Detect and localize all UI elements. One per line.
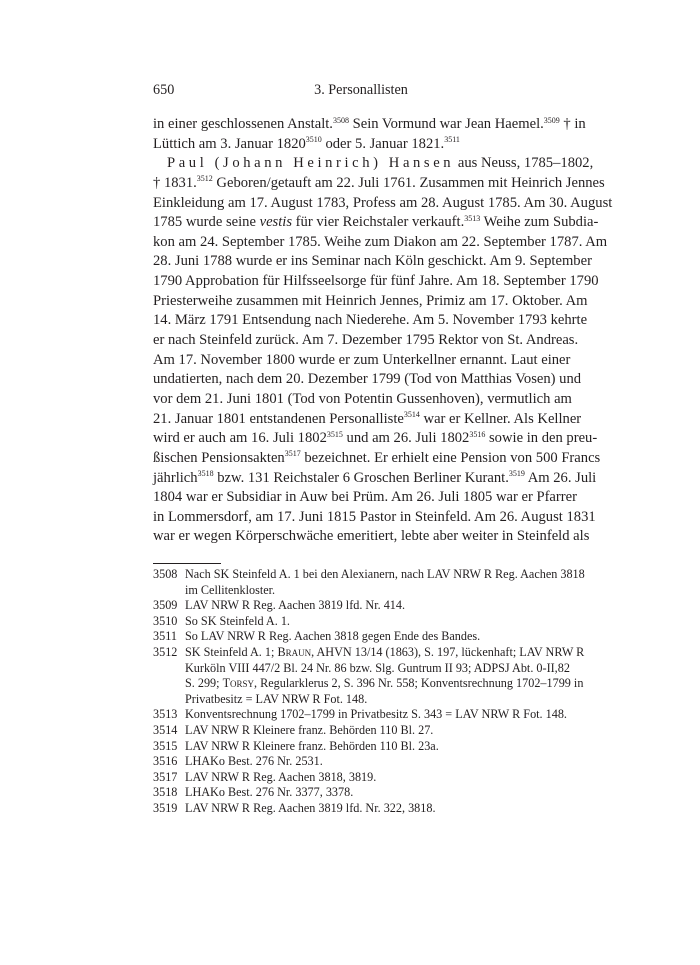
body-line — [153, 429, 598, 449]
footnote — [153, 644, 585, 707]
footnote-line: LHAKo Best. 276 Nr. 2531. — [185, 754, 323, 769]
footnote — [153, 629, 548, 645]
footnote-number: 3516 — [153, 754, 178, 769]
text-run: , AHVN 13/14 (1863), S. 197, lückenhaft; LAV NRW R — [311, 644, 585, 659]
footnote-line — [185, 676, 584, 692]
text-run: aus Neuss, 1785–1802, — [454, 155, 594, 172]
text-run: Lüttich am 3. Januar 1820 — [153, 135, 306, 152]
text-run: bezeichnet. Er erhielt eine Pension von 500 Francs — [300, 449, 601, 466]
footnote-line — [185, 644, 585, 661]
text-run: Geboren/getauft am 22. Juli 1761. Zusammen mit Heinrich Jennes — [212, 174, 605, 191]
footnote — [153, 567, 585, 598]
text-run: jährlich — [153, 469, 198, 486]
body-line: er nach Steinfeld zurück. Am 7. Dezember 1795 Rektor von St. Andreas. — [153, 332, 579, 349]
footnote-number: 3518 — [153, 785, 178, 800]
footnote-number: 3512 — [153, 644, 178, 659]
running-head: 3. Personallisten — [314, 82, 408, 98]
body-text — [153, 115, 613, 547]
footnote-ref[interactable]: 3511 — [444, 135, 460, 145]
footnote-line: LAV NRW R Kleinere franz. Behörden 110 Bl. 23a. — [185, 738, 439, 753]
footnote — [153, 785, 548, 801]
body-line — [153, 213, 599, 233]
footnote — [153, 598, 548, 614]
footnote-ref[interactable]: 3517 — [284, 449, 301, 459]
footnote — [153, 801, 548, 817]
body-line — [153, 135, 548, 155]
body-line — [153, 154, 594, 174]
footnote — [153, 754, 548, 770]
body-line: Priesterweihe zusammen mit Heinrich Jennes, Primiz am 17. Oktober. Am — [153, 292, 588, 309]
footnote-ref[interactable]: 3513 — [464, 213, 481, 223]
body-line: in Lommersdorf, am 17. Juni 1815 Pastor in Steinfeld. Am 26. August 1831 — [153, 508, 596, 525]
footnote — [153, 739, 548, 755]
body-line: undatierten, nach dem 20. Dezember 1799 (Tod von Matthias Vosen) und — [153, 371, 582, 388]
footnote-ref[interactable]: 3510 — [305, 135, 322, 145]
footnote-separator — [153, 563, 221, 564]
text-run: war er Kellner. Als Kellner — [419, 410, 582, 427]
body-line — [153, 469, 597, 489]
body-line: 28. Juni 1788 wurde er ins Seminar nach Köln geschickt. Am 9. September — [153, 253, 592, 270]
footnote — [153, 723, 548, 739]
text-run: S. 299; — [185, 676, 223, 691]
body-line: 14. März 1791 Entsendung nach Niederehe. Am 5. November 1793 kehrte — [153, 312, 588, 329]
footnote-line: Nach SK Steinfeld A. 1 bei den Alexianern, nach LAV NRW R Reg. Aachen 3818 — [185, 567, 585, 581]
body-line — [153, 410, 582, 430]
footnote-line: Kurköln VIII 447/2 Bl. 24 Nr. 86 bzw. Slg. Guntrum II 93; ADPSJ Abt. 0-II,82 — [185, 660, 570, 675]
footnote-ref[interactable]: 3515 — [326, 429, 343, 439]
body-line: 1790 Approbation für Hilfsseelsorge für fünf Jahre. Am 18. September 1790 — [153, 273, 599, 290]
footnote-ref[interactable]: 3519 — [508, 469, 525, 479]
body-line: Am 17. November 1800 wurde er zum Unterkellner ernannt. Laut einer — [153, 351, 571, 368]
text-run: 1785 wurde seine — [153, 214, 260, 231]
footnote-line: So LAV NRW R Reg. Aachen 3818 gegen Ende des Bandes. — [185, 629, 481, 644]
text-run: 21. Januar 1801 entstandenen Personalliste — [153, 410, 404, 427]
footnote — [153, 770, 548, 786]
body-line — [153, 449, 601, 469]
footnote-ref[interactable]: 3509 — [543, 115, 560, 125]
body-line — [153, 174, 605, 194]
footnote-number: 3517 — [153, 769, 178, 784]
page-number: 650 — [153, 82, 175, 98]
text-run: wird er auch am 16. Juli 1802 — [153, 430, 327, 447]
footnote-ref[interactable]: 3514 — [403, 410, 420, 420]
footnote-ref[interactable]: 3518 — [197, 469, 214, 479]
text-run: † 1831. — [153, 174, 197, 191]
body-line: war er wegen Körperschwäche emeritiert, lebte aber weiter in Steinfeld als — [153, 528, 590, 545]
text-run: und am 26. Juli 1802 — [342, 430, 470, 447]
footnote-line: So SK Steinfeld A. 1. — [185, 613, 290, 628]
footnote — [153, 614, 548, 630]
footnote-line: LAV NRW R Reg. Aachen 3819 lfd. Nr. 414. — [185, 598, 406, 613]
footnote-ref[interactable]: 3508 — [332, 115, 349, 125]
text-run: , Regularklerus 2, S. 396 Nr. 558; Konventsrechnung 1702–1799 in — [254, 676, 584, 691]
footnote-number: 3515 — [153, 738, 178, 753]
body-line: 1804 war er Subsidiar in Auw bei Prüm. Am 26. Juli 1805 war er Pfarrer — [153, 489, 577, 506]
text-run: SK Steinfeld A. 1; — [185, 644, 278, 659]
text-run: ßischen Pensionsakten — [153, 449, 285, 466]
text-run: † in — [559, 116, 586, 132]
footnote-line: Privatbesitz = LAV NRW R Fot. 148. — [185, 691, 368, 706]
body-line — [153, 115, 586, 135]
footnote-number: 3514 — [153, 722, 178, 737]
person-name: Paul (Johann Heinrich) Hansen — [167, 155, 455, 172]
body-line: vor dem 21. Juni 1801 (Tod von Potentin Gussenhoven), vermutlich am — [153, 390, 572, 407]
footnote-number: 3509 — [153, 598, 178, 613]
body-line: Einkleidung am 17. August 1783, Profess am 28. August 1785. Am 30. August — [153, 194, 613, 211]
author-name: Torsy — [222, 676, 255, 691]
footnote-number: 3513 — [153, 707, 178, 722]
text-run: sowie in den preu- — [485, 430, 598, 447]
footnote-number: 3508 — [153, 567, 178, 581]
italic-term: vestis — [259, 214, 293, 231]
footnotes — [153, 567, 585, 817]
author-name: Braun — [277, 644, 312, 659]
footnote-line: LAV NRW R Kleinere franz. Behörden 110 Bl. 27. — [185, 722, 434, 737]
footnote-line: LAV NRW R Reg. Aachen 3818, 3819. — [185, 769, 377, 784]
text-run: für vier Reichstaler verkauft. — [292, 214, 465, 231]
text-run: bzw. 131 Reichstaler 6 Groschen Berliner Kurant. — [213, 469, 509, 486]
footnote-number: 3510 — [153, 613, 178, 628]
footnote-ref[interactable]: 3516 — [469, 429, 486, 439]
footnote-line: LHAKo Best. 276 Nr. 3377, 3378. — [185, 785, 354, 800]
footnote-line: im Cellitenkloster. — [185, 582, 276, 597]
text-run: Sein Vormund war Jean Haemel. — [348, 116, 544, 132]
text-run: Am 26. Juli — [524, 469, 597, 486]
text-run: in einer geschlossenen Anstalt. — [153, 116, 333, 132]
body-line: kon am 24. September 1785. Weihe zum Diakon am 22. September 1787. Am — [153, 233, 608, 250]
text-run: oder 5. Januar 1821. — [321, 135, 445, 152]
footnote — [153, 707, 567, 723]
footnote-line: LAV NRW R Reg. Aachen 3819 lfd. Nr. 322, 3818. — [185, 800, 436, 815]
footnote-number: 3511 — [153, 629, 177, 644]
footnote-line: Konventsrechnung 1702–1799 in Privatbesitz S. 343 = LAV NRW R Fot. 148. — [185, 707, 567, 722]
footnote-ref[interactable]: 3512 — [196, 174, 213, 184]
footnote-number: 3519 — [153, 800, 178, 815]
text-run: Weihe zum Subdia- — [480, 214, 599, 231]
